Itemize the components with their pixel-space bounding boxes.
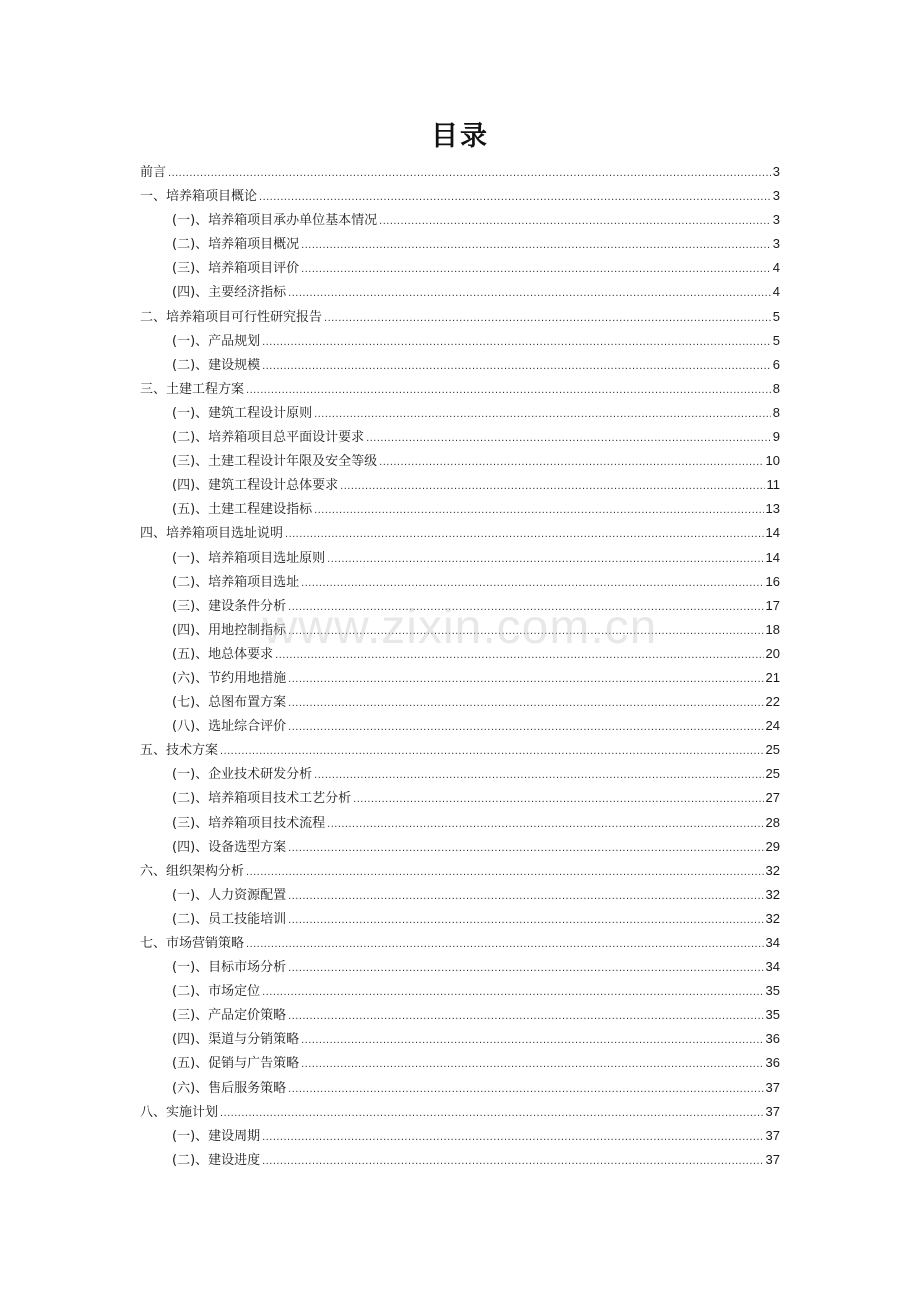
toc-page-number: 14 <box>765 525 780 541</box>
toc-page-number: 32 <box>765 910 780 926</box>
toc-entry-label: (四)、渠道与分销策略 <box>172 1032 300 1048</box>
toc-dot-leader <box>259 185 771 209</box>
toc-subsection-entry[interactable] <box>140 208 780 232</box>
toc-subsection-entry[interactable] <box>140 1027 780 1051</box>
toc-dot-leader <box>353 787 763 811</box>
toc-subsection-entry[interactable] <box>140 714 780 738</box>
toc-title: 目录 <box>431 121 489 152</box>
toc-dot-leader <box>288 884 763 908</box>
toc-entry-label: (二)、培养箱项目总平面设计要求 <box>172 430 365 446</box>
toc-section-entry[interactable] <box>140 738 780 762</box>
toc-subsection-entry[interactable] <box>140 329 780 353</box>
toc-dot-leader <box>168 161 771 185</box>
toc-entry-label: (八)、选址综合评价 <box>172 719 287 735</box>
toc-entry-label: (一)、建设周期 <box>172 1128 261 1144</box>
toc-page-number: 10 <box>765 453 780 469</box>
toc-entry-label: (一)、培养箱项目承办单位基本情况 <box>172 213 378 229</box>
toc-page-number: 24 <box>765 718 780 734</box>
toc-page-number: 32 <box>765 862 780 878</box>
toc-page-number: 35 <box>765 983 780 999</box>
toc-entry-label: (二)、培养箱项目选址 <box>172 574 300 590</box>
toc-section-entry[interactable] <box>140 160 780 184</box>
toc-page-number: 5 <box>772 308 780 324</box>
toc-dot-leader <box>288 595 763 619</box>
toc-dot-leader <box>327 812 763 836</box>
toc-section-entry[interactable] <box>140 931 780 955</box>
toc-entry-label: 四、培养箱项目选址说明 <box>140 526 284 542</box>
toc-subsection-entry[interactable] <box>140 979 780 1003</box>
toc-subsection-entry[interactable] <box>140 232 780 256</box>
toc-entry-label: (一)、人力资源配置 <box>172 887 287 903</box>
toc-subsection-entry[interactable] <box>140 690 780 714</box>
toc-dot-leader <box>288 619 763 643</box>
toc-entry-label: 一、培养箱项目概论 <box>140 189 258 205</box>
toc-dot-leader <box>327 547 763 571</box>
toc-subsection-entry[interactable] <box>140 449 780 473</box>
toc-page-number: 16 <box>765 573 780 589</box>
toc-subsection-entry[interactable] <box>140 666 780 690</box>
toc-entry-label: 六、组织架构分析 <box>140 863 245 879</box>
toc-entry-label: (一)、产品规划 <box>172 333 261 349</box>
toc-page-number: 14 <box>765 549 780 565</box>
toc-page-number: 17 <box>765 597 780 613</box>
toc-subsection-entry[interactable] <box>140 280 780 304</box>
toc-page-number: 18 <box>765 621 780 637</box>
toc-entry-label: 五、技术方案 <box>140 743 219 759</box>
toc-page-number: 8 <box>772 404 780 420</box>
toc-subsection-entry[interactable] <box>140 883 780 907</box>
toc-section-entry[interactable] <box>140 521 780 545</box>
toc-subsection-entry[interactable] <box>140 1148 780 1172</box>
toc-dot-leader <box>220 1101 764 1125</box>
toc-entry-label: (五)、土建工程建设指标 <box>172 502 313 518</box>
toc-entry-label: (二)、员工技能培训 <box>172 911 287 927</box>
toc-subsection-entry[interactable] <box>140 473 780 497</box>
toc-entry-label: (五)、促销与广告策略 <box>172 1056 300 1072</box>
toc-dot-leader <box>288 836 763 860</box>
toc-page-number: 11 <box>766 477 780 493</box>
toc-entry-label: 七、市场营销策略 <box>140 936 245 951</box>
toc-page-number: 22 <box>765 694 780 710</box>
toc-subsection-entry[interactable] <box>140 762 780 786</box>
toc-entry-label: 三、土建工程方案 <box>140 381 245 397</box>
toc-page-number: 37 <box>765 1103 780 1119</box>
toc-section-entry[interactable] <box>140 184 780 208</box>
toc-entry-label: (四)、用地控制指标 <box>172 622 287 638</box>
toc-subsection-entry[interactable] <box>140 1124 780 1148</box>
watermark: www.zixin.com.cn <box>262 601 658 654</box>
toc-dot-leader <box>314 498 763 522</box>
toc-dot-leader <box>246 932 764 956</box>
toc-subsection-entry[interactable] <box>140 955 780 979</box>
toc-subsection-entry[interactable] <box>140 1051 780 1075</box>
toc-entry-label: (六)、节约用地措施 <box>172 670 287 686</box>
toc-dot-leader <box>288 908 763 932</box>
toc-entry-label: (一)、建筑工程设计原则 <box>172 405 313 421</box>
toc-subsection-entry[interactable] <box>140 642 780 666</box>
toc-subsection-entry[interactable] <box>140 786 780 810</box>
toc-dot-leader <box>246 860 764 884</box>
toc-dot-leader <box>285 522 764 546</box>
toc-entry-label: 二、培养箱项目可行性研究报告 <box>140 309 323 325</box>
toc-page-number: 37 <box>765 1079 780 1095</box>
toc-dot-leader <box>314 402 771 426</box>
toc-dot-leader <box>246 378 771 402</box>
toc-page-number: 35 <box>765 1007 780 1023</box>
toc-subsection-entry[interactable] <box>140 546 780 570</box>
toc-dot-leader <box>262 980 763 1004</box>
toc-subsection-entry[interactable] <box>140 425 780 449</box>
toc-subsection-entry[interactable] <box>140 497 780 521</box>
toc-entry-label: (二)、培养箱项目概况 <box>172 237 300 253</box>
toc-subsection-entry[interactable] <box>140 618 780 642</box>
toc-subsection-entry[interactable] <box>140 835 780 859</box>
toc-entry-label: (三)、培养箱项目评价 <box>172 261 300 277</box>
toc-dot-leader <box>262 1125 763 1149</box>
toc-dot-leader <box>379 450 763 474</box>
toc-page-number: 34 <box>765 935 780 950</box>
toc-dot-leader <box>366 426 771 450</box>
toc-entry-label: (四)、主要经济指标 <box>172 285 287 301</box>
toc-page-number: 5 <box>772 332 780 348</box>
toc-page-number: 37 <box>765 1127 780 1143</box>
toc-page-number: 28 <box>765 814 780 830</box>
toc-dot-leader <box>288 1004 763 1028</box>
toc-page-number: 25 <box>765 766 780 782</box>
toc-dot-leader <box>288 691 763 715</box>
toc-entry-label: (五)、地总体要求 <box>172 646 274 662</box>
toc-entry-label: (二)、培养箱项目技术工艺分析 <box>172 791 352 807</box>
toc-page-number: 3 <box>772 236 780 252</box>
toc-page-number: 36 <box>765 1031 780 1047</box>
toc-dot-leader <box>288 667 763 691</box>
toc-page-number: 8 <box>772 380 780 396</box>
toc-dot-leader <box>301 257 771 281</box>
toc-entry-label: (一)、目标市场分析 <box>172 960 287 976</box>
toc-dot-leader <box>324 306 771 330</box>
toc-subsection-entry[interactable] <box>140 594 780 618</box>
toc-entry-label: (三)、土建工程设计年限及安全等级 <box>172 454 378 470</box>
table-of-contents <box>140 160 780 1172</box>
toc-entry-label: (二)、市场定位 <box>172 984 261 1000</box>
toc-page-number: 25 <box>765 742 780 758</box>
toc-dot-leader <box>288 956 763 980</box>
toc-subsection-entry[interactable] <box>140 353 780 377</box>
toc-entry-label: (三)、建设条件分析 <box>172 598 287 614</box>
toc-page-number: 13 <box>765 501 780 517</box>
toc-entry-label: 八、实施计划 <box>140 1104 219 1120</box>
toc-page-number: 3 <box>772 212 780 228</box>
toc-page-number: 3 <box>772 188 780 204</box>
toc-page-number: 27 <box>765 790 780 806</box>
toc-subsection-entry[interactable] <box>140 907 780 931</box>
toc-section-entry[interactable] <box>140 305 780 329</box>
toc-dot-leader <box>288 1077 763 1101</box>
toc-section-entry[interactable] <box>140 1100 780 1124</box>
toc-dot-leader <box>262 354 771 378</box>
toc-dot-leader <box>301 1028 763 1052</box>
toc-dot-leader <box>301 1052 763 1076</box>
toc-page-number: 4 <box>772 260 780 276</box>
toc-entry-label: (二)、建设进度 <box>172 1152 261 1168</box>
toc-page-number: 32 <box>765 886 780 902</box>
toc-subsection-entry[interactable] <box>140 570 780 594</box>
toc-subsection-entry[interactable] <box>140 1076 780 1100</box>
toc-dot-leader <box>262 1149 763 1173</box>
toc-page-number: 34 <box>765 959 780 975</box>
toc-page-number: 3 <box>772 164 780 179</box>
toc-section-entry[interactable] <box>140 377 780 401</box>
toc-dot-leader <box>314 763 763 787</box>
toc-page-number: 36 <box>765 1055 780 1071</box>
toc-dot-leader <box>301 571 763 595</box>
toc-subsection-entry[interactable] <box>140 1003 780 1027</box>
toc-entry-label: (二)、建设规模 <box>172 357 261 373</box>
toc-subsection-entry[interactable] <box>140 811 780 835</box>
toc-section-entry[interactable] <box>140 859 780 883</box>
toc-entry-label: 前言 <box>140 165 167 180</box>
toc-dot-leader <box>379 209 771 233</box>
toc-entry-label: (一)、企业技术研发分析 <box>172 767 313 783</box>
toc-page-number: 21 <box>765 669 780 685</box>
toc-entry-label: (七)、总图布置方案 <box>172 695 287 711</box>
toc-entry-label: (一)、培养箱项目选址原则 <box>172 550 326 566</box>
toc-page-number: 29 <box>765 838 780 854</box>
toc-page-number: 37 <box>765 1151 780 1167</box>
toc-entry-label: (六)、售后服务策略 <box>172 1080 287 1096</box>
toc-dot-leader <box>220 739 764 763</box>
toc-dot-leader <box>288 715 763 739</box>
toc-dot-leader <box>275 643 763 667</box>
toc-dot-leader <box>301 233 771 257</box>
toc-subsection-entry[interactable] <box>140 256 780 280</box>
toc-entry-label: (四)、建筑工程设计总体要求 <box>172 478 339 494</box>
toc-dot-leader <box>262 330 771 354</box>
toc-page-number: 4 <box>772 284 780 300</box>
toc-page-number: 20 <box>765 645 780 661</box>
toc-entry-label: (三)、产品定价策略 <box>172 1008 287 1024</box>
toc-page-number: 6 <box>772 356 780 372</box>
toc-entry-label: (三)、培养箱项目技术流程 <box>172 815 326 831</box>
toc-dot-leader <box>340 474 764 498</box>
toc-page-number: 9 <box>772 429 780 445</box>
toc-entry-label: (四)、设备选型方案 <box>172 839 287 855</box>
toc-subsection-entry[interactable] <box>140 401 780 425</box>
toc-dot-leader <box>288 281 771 305</box>
